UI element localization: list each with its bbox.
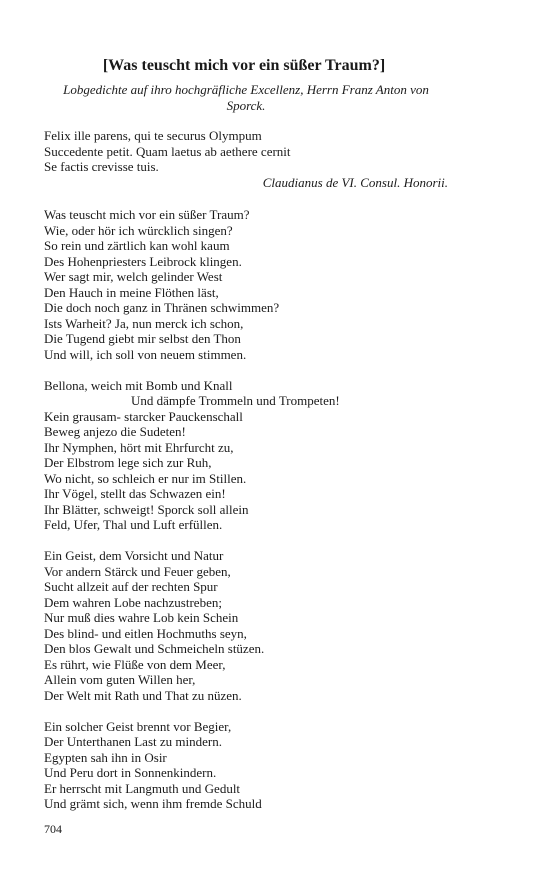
verse-line: Ein solcher Geist brennt vor Begier, xyxy=(44,718,232,734)
epigraph-line: Felix ille parens, qui te securus Olympum xyxy=(44,128,262,143)
verse-line: Vor andern Stärck und Feuer geben, xyxy=(44,563,231,579)
page-content xyxy=(44,56,448,827)
verse-line: Wo nicht, so schleich er nur im Stillen. xyxy=(44,470,247,486)
verse-line: Sucht allzeit auf der rechten Spur xyxy=(44,579,218,594)
verse-line: Ihr Blätter, schweigt! Sporck soll allein xyxy=(44,501,249,517)
verse-line: Und grämt sich, wenn ihm fremde Schuld xyxy=(44,796,262,811)
verse-line: Und Peru dort in Sonnenkindern. xyxy=(44,765,217,780)
verse-line: Des Hohenpriesters Leibrock klingen. xyxy=(44,253,242,269)
verse-line: Der Unterthanen Last zu mindern. xyxy=(44,734,222,749)
verse-line: Und will, ich soll von neuem stimmen. xyxy=(44,346,247,362)
verse-line: Den Hauch in meine Flöthen läst, xyxy=(44,284,219,300)
stanza-3 xyxy=(44,548,444,703)
epigraph xyxy=(44,128,444,175)
verse-line: Egypten sah ihn in Osir xyxy=(44,749,167,765)
stanza-1 xyxy=(44,207,444,362)
verse-line: Ihr Nymphen, hört mit Ehrfurcht zu, xyxy=(44,439,234,455)
verse-line: Ihr Vögel, stellt das Schwazen ein! xyxy=(44,486,226,501)
verse-line: Die doch noch ganz in Thränen schwimmen? xyxy=(44,300,280,315)
verse-line: Kein grausam- starcker Pauckenschall xyxy=(44,408,243,424)
verse-line: Ein Geist, dem Vorsicht und Natur xyxy=(44,548,224,563)
poem-subtitle: Lobgedichte auf ihro hochgräfliche Excellenz, Herrn Franz Anton von Sporck. xyxy=(63,82,429,113)
epigraph-line: Succedente petit. Quam laetus ab aethere cernit xyxy=(44,143,291,159)
verse-line: Nur muß dies wahre Lob kein Schein xyxy=(44,610,239,625)
verse-line: Beweg anjezo die Sudeten! xyxy=(44,424,186,439)
verse-line: Und dämpfe Trommeln und Trompeten! xyxy=(131,393,340,408)
verse-line: Ists Warheit? Ja, nun merck ich schon, xyxy=(44,315,244,331)
verse-line: Dem wahren Lobe nachzustreben; xyxy=(44,594,222,610)
stanza-4 xyxy=(44,719,444,812)
page-number: 704 xyxy=(44,822,62,836)
epigraph-source: Claudianus de VI. Consul. Honorii. xyxy=(262,174,448,190)
verse-line: Es rührt, wie Flüße von dem Meer, xyxy=(44,656,226,672)
verse-line: Feld, Ufer, Thal und Luft erfüllen. xyxy=(44,517,223,532)
verse-line: Der Elbstrom lege sich zur Ruh, xyxy=(44,455,212,470)
verse-line: Allein vom guten Willen her, xyxy=(44,672,196,687)
verse-line: Wer sagt mir, welch gelinder West xyxy=(44,269,223,284)
verse-line: Was teuscht mich vor ein süßer Traum? xyxy=(44,207,250,222)
verse-line: Die Tugend giebt mir selbst den Thon xyxy=(44,331,241,346)
poem-title: [Was teuscht mich vor ein süßer Traum?] xyxy=(102,57,386,74)
verse-line: Den blos Gewalt und Schmeicheln stüzen. xyxy=(44,641,265,656)
stanza-2 xyxy=(44,378,444,533)
verse-line: Der Welt mit Rath und That zu nüzen. xyxy=(44,687,242,703)
verse-line: Des blind- und eitlen Hochmuths seyn, xyxy=(44,625,247,641)
verse-line: Er herrscht mit Langmuth und Gedult xyxy=(44,780,241,796)
verse-line: Wie, oder hör ich würcklich singen? xyxy=(44,222,233,238)
verse-line: So rein und zärtlich kan wohl kaum xyxy=(44,238,230,253)
verse-line: Bellona, weich mit Bomb und Knall xyxy=(44,377,233,393)
epigraph-line: Se factis crevisse tuis. xyxy=(44,159,159,174)
